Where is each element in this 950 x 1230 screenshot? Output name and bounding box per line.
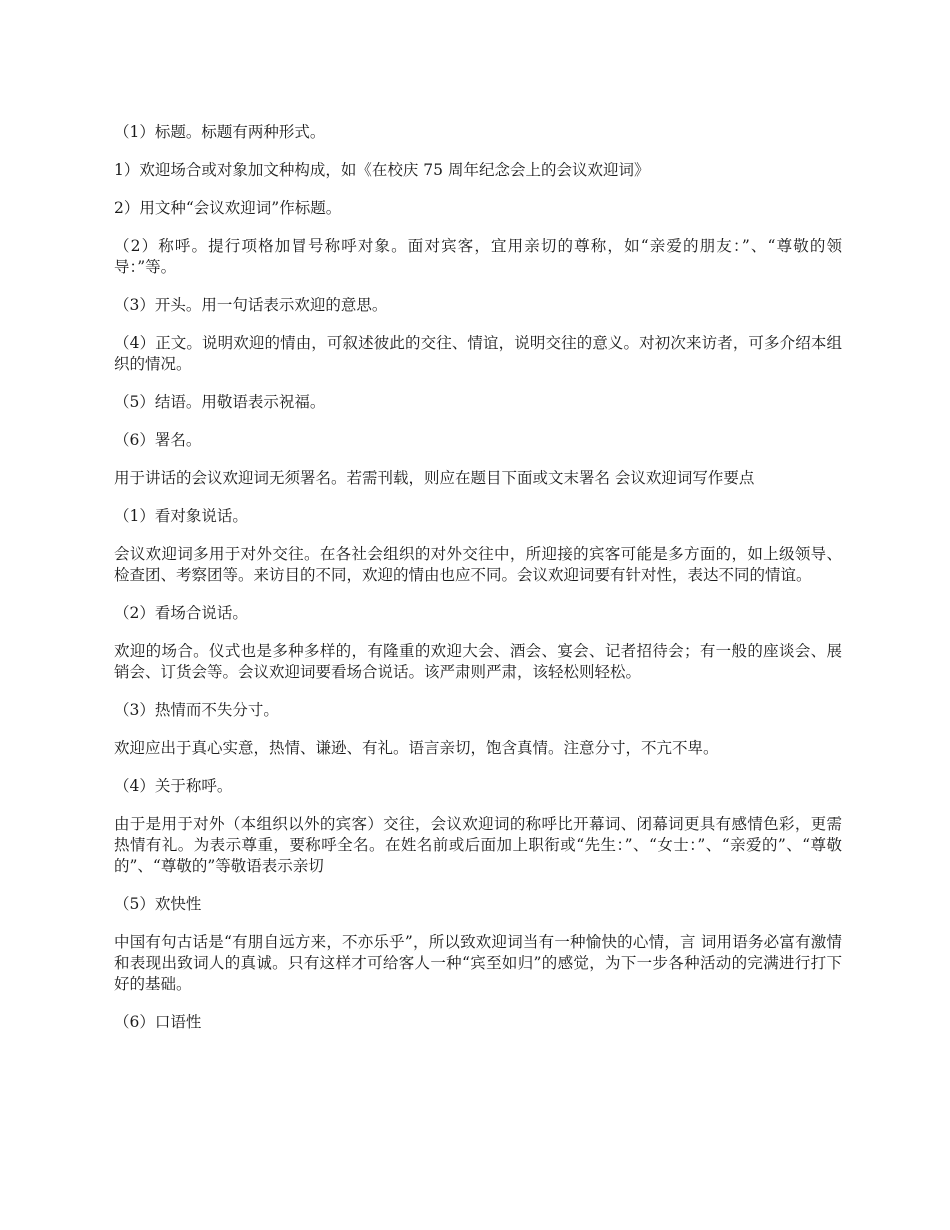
heading-warmth: （3）热情而不失分寸。: [114, 701, 279, 719]
heading-audience: （1）看对象说话。: [114, 507, 248, 525]
paragraph-warmth: 欢迎应出于真心实意，热情、谦逊、有礼。语言亲切，饱含真情。注意分寸，不亢不卑。: [114, 739, 719, 757]
paragraph-salutation: （2）称呼。提行项格加冒号称呼对象。面对宾客，宜用亲切的尊称，如“亲爱的朋友：”、“尊敬的领导：”等。: [114, 237, 842, 276]
paragraph-opening: （3）开头。用一句话表示欢迎的意思。: [114, 296, 388, 314]
paragraph-audience: 会议欢迎词多用于对外交往。在各社会组织的对外交往中，所迎接的宾客可能是多方面的，如上级领导、检查团、考察团等。来访目的不同，欢迎的情由也应不同。会议欢迎词要有针对性，表达不同的情谊。: [114, 545, 842, 584]
list-item-title-form-2: 2）用文种“会议欢迎词”作标题。: [114, 199, 342, 217]
heading-occasion: （2）看场合说话。: [114, 604, 248, 622]
paragraph-body-text: （4）正文。说明欢迎的情由，可叙述彼此的交往、情谊，说明交往的意义。对初次来访者，可多介绍本组织的情况。: [114, 334, 842, 373]
heading-title-section: （1）标题。标题有两种形式。: [114, 123, 326, 141]
heading-colloquial: （6）口语性: [114, 1013, 202, 1031]
list-item-title-form-1: 1）欢迎场合或对象加文种构成，如《在校庆 75 周年纪念会上的会议欢迎词》: [114, 161, 650, 179]
paragraph-signature: （6）署名。: [114, 431, 202, 449]
paragraph-cheerfulness: 中国有句古话是“有朋自远方来，不亦乐乎”，所以致欢迎词当有一种愉快的心情，言 词用语务必富有激情和表现出致词人的真诚。只有这样才可给客人一种“宾至如归”的感觉，为下一步各种活动的完满进行打下好的基础。: [114, 933, 842, 993]
paragraph-occasion: 欢迎的场合。仪式也是多种多样的，有隆重的欢迎大会、酒会、宴会、记者招待会；有一般的座谈会、展销会、订货会等。会议欢迎词要看场合说话。该严肃则严肃，该轻松则轻松。: [114, 642, 842, 681]
heading-address-forms: （4）关于称呼。: [114, 777, 233, 795]
heading-cheerfulness: （5）欢快性: [114, 895, 202, 913]
document-body: [114, 122, 842, 1050]
paragraph-closing: （5）结语。用敬语表示祝福。: [114, 393, 326, 411]
paragraph-signature-note: 用于讲话的会议欢迎词无须署名。若需刊载，则应在题目下面或文末署名 会议欢迎词写作要点: [114, 469, 755, 487]
paragraph-address-forms: 由于是用于对外（本组织以外的宾客）交往，会议欢迎词的称呼比开幕词、闭幕词更具有感情色彩，更需热情有礼。为表示尊重，要称呼全名。在姓名前或后面加上职衔或“先生：”、“女士：”、“亲爱的”、“尊敬的”、“尊敬的”等敬语表示亲切: [114, 815, 842, 875]
